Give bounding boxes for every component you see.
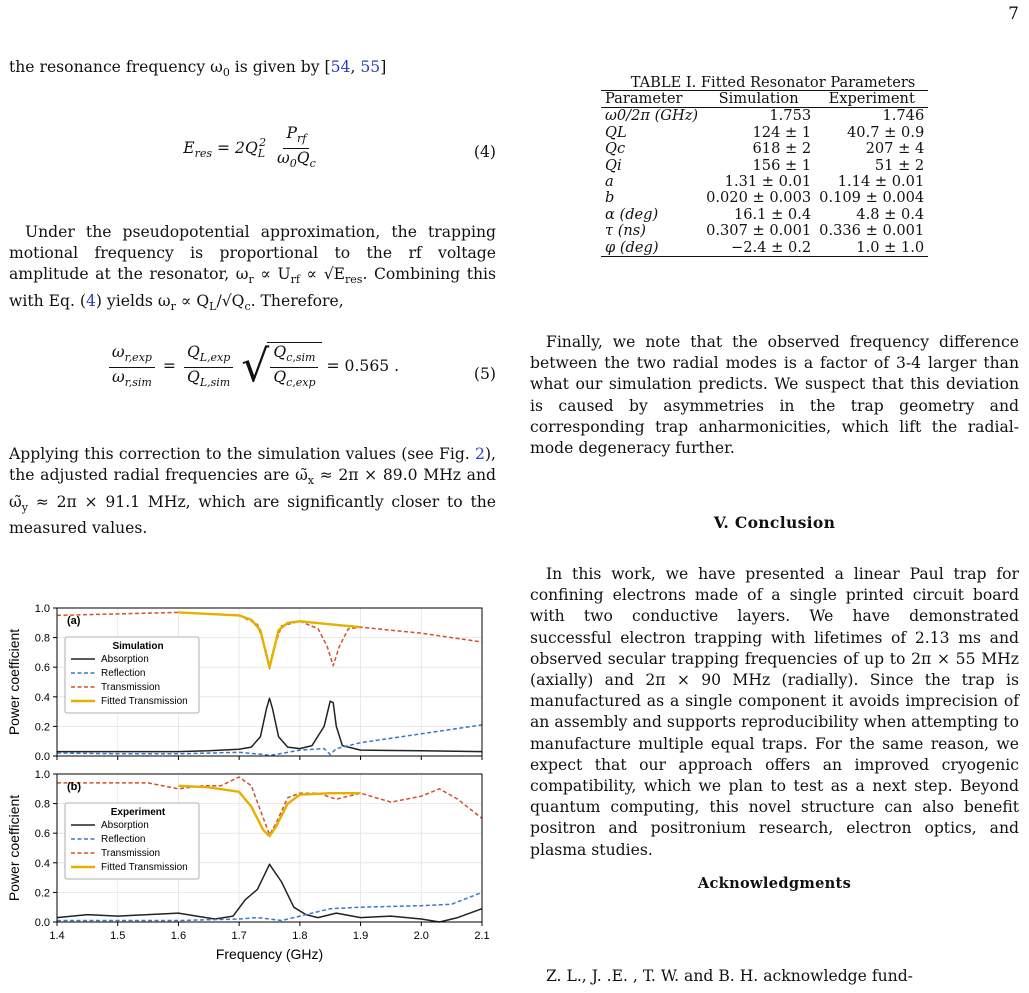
table-cell: 16.1 ± 0.4 [733, 205, 812, 223]
table-row [601, 190, 928, 206]
table-caption: TABLE I. Fitted Resonator Parameters [630, 74, 916, 91]
legend-entry: Transmission [101, 848, 161, 859]
y-tick-label: 0.0 [34, 917, 50, 929]
table-cell: 618 ± 2 [752, 140, 812, 158]
equation-4: $E_{res} = 2Q_L^2$ $\frac{P_{rf}}{\omega_0Q_c}$ (4) [183, 124, 496, 171]
table-cell: 4.8 ± 0.4 [856, 205, 925, 223]
legend-entry: Absorption [101, 654, 149, 665]
table-cell: 0.109 ± 0.004 [819, 189, 925, 207]
table-cell: 0.307 ± 0.001 [706, 222, 812, 240]
x-tick-label: 1.7 [231, 930, 247, 942]
y-tick-label: 0.4 [34, 857, 50, 870]
x-tick-label: 2.0 [413, 930, 429, 942]
parameters-table [601, 90, 928, 257]
x-tick-label: 1.4 [49, 930, 65, 942]
y-axis-label: Power coefficient [6, 794, 22, 902]
table-cell: a [605, 173, 614, 191]
equation-number: (5) [473, 365, 496, 383]
legend-entry: Fitted Transmission [101, 862, 188, 873]
table-header: Experiment [828, 90, 915, 107]
page-number: 7 [1008, 4, 1019, 24]
chart-panel-b [6, 769, 490, 962]
section-heading-acknowledgments: Acknowledgments [697, 875, 852, 892]
equation-5: $\frac{\omega_{r,exp}}{\omega_{r,sim}}$ = $\frac{Q_{L,exp}}{Q_{L,sim}}$ √ $\frac{Q_{c,sim}}{Q_{c,exp}}$ = 0.565 . (5) [9, 342, 496, 412]
table-cell: 1.753 [769, 107, 812, 125]
y-tick-label: 0.6 [34, 662, 50, 675]
x-tick-label: 2.1 [474, 930, 490, 942]
table-row [601, 174, 928, 190]
paragraph-final-note: Finally, we note that the observed frequency difference between the two radial modes is a factor of 3-4 larger than what our simulation predicts. We suspect that this deviation is caused by asymmetries in the trap geometry and corresponding trap anharmonicities, which lift the radial-mode degeneracy further. [530, 333, 1019, 458]
x-tick-label: 1.5 [110, 930, 126, 942]
table-cell: b [605, 189, 615, 207]
legend-entry: Transmission [101, 682, 161, 693]
table-row [601, 240, 928, 257]
citation-link[interactable]: 55 [360, 58, 381, 76]
y-tick-label: 1.0 [34, 769, 50, 781]
table-row [601, 223, 928, 239]
table-cell: Qi [605, 156, 622, 174]
table-cell: φ (deg) [605, 238, 659, 256]
table-row [601, 141, 928, 157]
table-cell: Qc [605, 140, 626, 158]
table-row [601, 207, 928, 223]
panel-label: (b) [67, 781, 82, 793]
chart-panel-a [6, 603, 482, 763]
table-cell: τ (ns) [605, 222, 646, 240]
y-tick-label: 1.0 [34, 603, 50, 615]
table-header-row [601, 91, 928, 108]
legend-entry: Absorption [101, 820, 149, 831]
table-cell: 207 ± 4 [865, 140, 925, 158]
legend-title: Experiment [110, 807, 166, 818]
y-tick-label: 0.6 [34, 828, 50, 841]
y-tick-label: 0.2 [34, 721, 50, 734]
paragraph-acknowledgments: Z. L., J. .E. , T. W. and B. H. acknowledge fund- [546, 967, 913, 985]
y-axis-label: Power coefficient [6, 628, 22, 736]
series-line-fitted-transmission [178, 786, 360, 836]
legend-entry: Fitted Transmission [101, 696, 188, 707]
table-cell: QL [605, 123, 627, 141]
paragraph-resonance: the resonance frequency $\omega_0$ is given by [54, 55] [9, 58, 387, 80]
figure-ref-link[interactable]: 2 [475, 445, 485, 463]
table-row [601, 108, 928, 125]
citation-link[interactable]: 54 [330, 58, 351, 76]
table-cell: 156 ± 1 [752, 156, 812, 174]
paragraph-correction: Applying this correction to the simulation values (see Fig. 2), the adjusted radial frequencies are $\omegã_x \approx 2\pi \times 89.0$ MHz and $\omegã_y \approx 2\pi \times 91.1$ MHz, which are significantly closer to the measured values. [9, 445, 496, 537]
table-cell: −2.4 ± 0.2 [731, 238, 812, 256]
table-cell: 1.0 ± 1.0 [856, 238, 925, 256]
y-tick-label: 0.0 [34, 751, 50, 763]
x-tick-label: 1.8 [292, 930, 308, 942]
table-row [601, 158, 928, 174]
table-cell: 1.31 ± 0.01 [724, 173, 812, 191]
table-cell: 51 ± 2 [874, 156, 925, 174]
table-cell: 0.336 ± 0.001 [819, 222, 925, 240]
y-tick-label: 0.8 [34, 798, 50, 811]
table-header: Parameter [605, 90, 683, 107]
legend-entry: Reflection [101, 668, 146, 679]
x-tick-label: 1.6 [170, 930, 187, 942]
series-line-fitted-transmission [178, 612, 360, 667]
panel-label: (a) [67, 615, 81, 627]
equation-ref-link[interactable]: 4 [85, 291, 96, 310]
table-cell: ω0/2π (GHz) [605, 107, 699, 125]
table-cell: α (deg) [605, 205, 659, 223]
table-cell: 0.020 ± 0.003 [706, 189, 812, 207]
y-tick-label: 0.2 [34, 887, 50, 900]
table-cell: 1.746 [882, 107, 925, 125]
y-tick-label: 0.8 [34, 632, 50, 645]
legend-entry: Reflection [101, 834, 146, 845]
table-header: Simulation [718, 90, 799, 107]
figure-power-coefficients [0, 598, 496, 978]
y-tick-label: 0.4 [34, 691, 50, 704]
legend-title: Simulation [112, 641, 164, 652]
table-cell: 40.7 ± 0.9 [847, 123, 925, 141]
section-heading-conclusion: V. Conclusion [713, 513, 836, 532]
equation-number: (4) [473, 143, 496, 161]
table-cell: 1.14 ± 0.01 [837, 173, 925, 191]
x-axis-label: Frequency (GHz) [215, 946, 324, 962]
table-row [601, 125, 928, 141]
table-cell: 124 ± 1 [752, 123, 812, 141]
paragraph-pseudopotential: Under the pseudopotential approximation, the trapping motional frequency is proportional to the rf voltage amplitude at the resonator, $\omega_r \propto U_{rf} \propto √E_{res}$. Combining this with Eq. (4) yields $\omega_r \propto Q_L/√Q_c$. Therefore, [9, 223, 496, 313]
paragraph-conclusion: In this work, we have presented a linear Paul trap for confining electrons made of a single printed circuit board with two conductive layers. We have demonstrated successful electron trapping with lifetimes of 2.13 ms and observed secular trapping frequencies of up to 2π × 55 MHz (axially) and 2π × 90 MHz (radially). Since the trap is manufactured as a single component it avoids imprecision of an assembly and supports reproducibility when attempting to manufacture multiple equal traps. For the same reason, we expect that our approach offers an improved cryogenic compatibility, which we plan to test as a next step. Beyond quantum computing, this novel structure can also benefit positron and positronium research, electron optics, and plasma studies. [530, 565, 1019, 859]
x-tick-label: 1.9 [352, 930, 369, 942]
